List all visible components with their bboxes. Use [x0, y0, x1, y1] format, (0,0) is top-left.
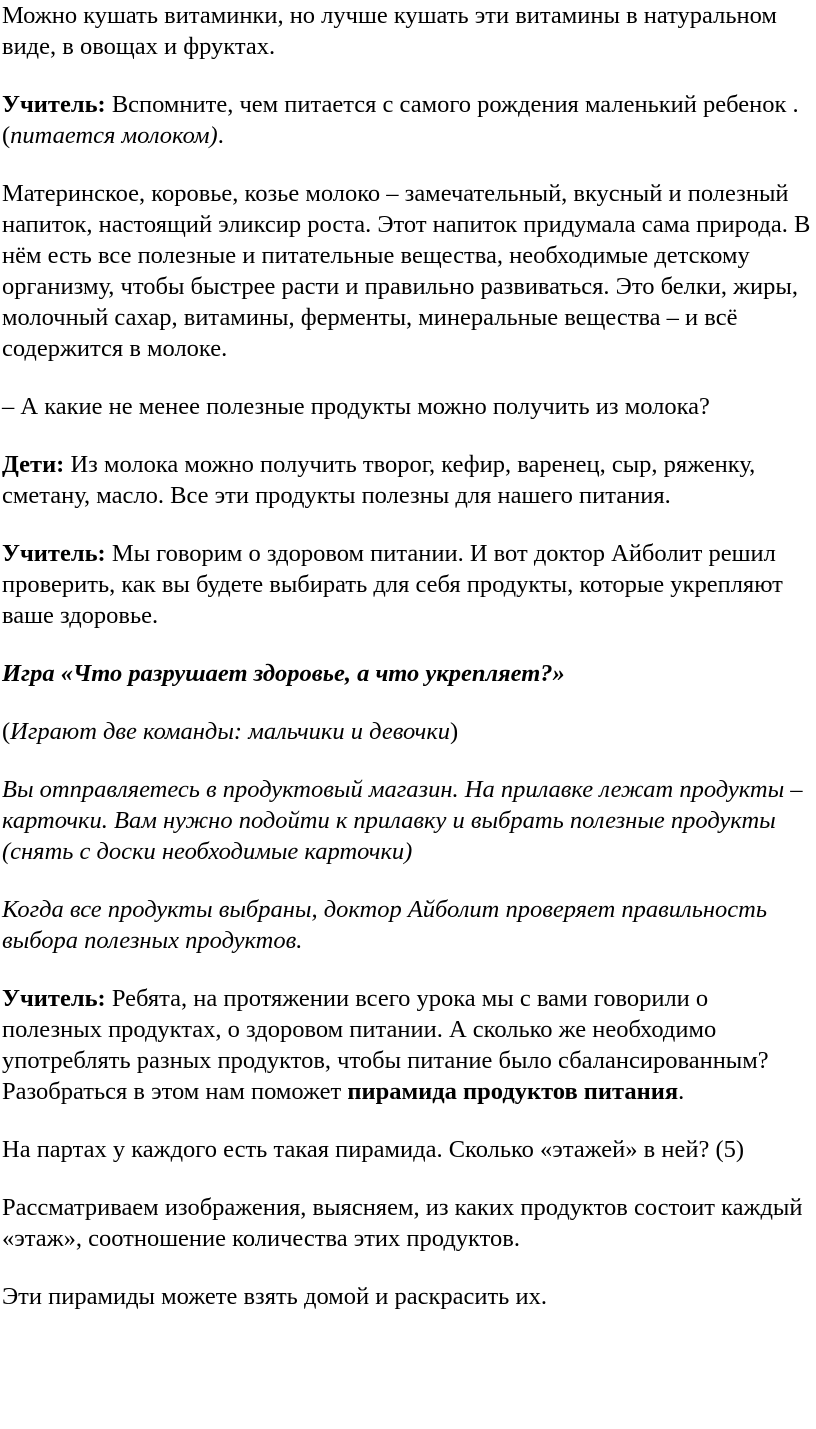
paragraph-text: Мы говорим о здоровом питании. И вот доктор Айболит решил проверить, как вы будете выбирать для себя продукты, которые укрепляют ваше здоровье. — [2, 540, 783, 629]
paragraph-milk-benefits — [2, 178, 814, 364]
paragraph-text: Вы отправляетесь в продуктовый магазин. На прилавке лежат продукты – карточки. Вам нужно подойти к прилавку и выбрать полезные продукты (снять с доски необходимые карточки) — [2, 776, 803, 865]
speaker-label: Учитель: — [2, 540, 106, 567]
speaker-label: Учитель: — [2, 985, 106, 1012]
paragraph-game-instructions — [2, 774, 814, 867]
paragraph-take-home — [2, 1281, 814, 1312]
paragraph-text: Вспомните, чем питается с самого рождения маленький ребенок . ( — [2, 91, 799, 149]
paragraph-text: Материнское, коровье, козье молоко – замечательный, вкусный и полезный напиток, настоящий эликсир роста. Этот напиток придумала сама природа. В нём есть все полезные и питательные вещества, необходимые детскому организму, чтобы быстрее расти и правильно развиваться. Это белки, жиры, молочный сахар, витамины, ферменты, минеральные вещества – и всё содержится в молоке. — [2, 180, 811, 362]
paragraph-text: Рассматриваем изображения, выясняем, из каких продуктов состоит каждый «этаж», соотношение количества этих продуктов. — [2, 1194, 803, 1252]
paragraph-milk-products-question — [2, 391, 814, 422]
paragraph-teacher-aibolit — [2, 538, 814, 631]
paragraph-text: Можно кушать витаминки, но лучше кушать эти витамины в натуральном виде, в овощах и фруктах. — [2, 2, 777, 60]
bold-term: пирамида продуктов питания — [347, 1078, 679, 1105]
paragraph-text: Эти пирамиды можете взять домой и раскрасить их. — [2, 1283, 547, 1310]
paragraph-teacher-pyramid — [2, 983, 814, 1107]
paragraph-text: – А какие не менее полезные продукты можно получить из молока? — [2, 393, 710, 420]
paragraph-teacher-question-milk — [2, 89, 814, 151]
document-page — [2, 0, 814, 1339]
speaker-label: Учитель: — [2, 91, 106, 118]
paragraph-text: Из молока можно получить творог, кефир, варенец, сыр, ряженку, сметану, масло. Все эти продукты полезны для нашего питания. — [2, 451, 756, 509]
paragraph-children-answer — [2, 449, 814, 511]
paragraph-text: Ребята, на протяжении всего урока мы с вами говорили о полезных продуктах, о здоровом питании. А сколько же необходимо употреблять разных продуктов, чтобы питание было сбалансированным? Разобраться в этом нам поможет — [2, 985, 769, 1105]
game-title — [2, 658, 814, 689]
paragraph-teams — [2, 716, 814, 747]
teams-text: Играют две команды: мальчики и девочки — [10, 718, 451, 745]
paren-open: ( — [2, 718, 11, 745]
paragraph-end: . — [678, 1078, 685, 1105]
paragraph-pyramid-study — [2, 1192, 814, 1254]
game-title-text: Игра «Что разрушает здоровье, а что укрепляет?» — [2, 660, 565, 687]
paragraph-end: . — [217, 122, 224, 149]
paragraph-pyramid-floors — [2, 1134, 814, 1165]
paragraph-text: На партах у каждого есть такая пирамида. Сколько «этажей» в ней? (5) — [2, 1136, 745, 1163]
speaker-label: Дети: — [2, 451, 65, 478]
paragraph-vitamins — [2, 0, 814, 62]
paragraph-text: Когда все продукты выбраны, доктор Айболит проверяет правильность выбора полезных продуктов. — [2, 896, 767, 954]
paren-close: ) — [450, 718, 459, 745]
italic-answer: питается молоком) — [10, 122, 218, 149]
paragraph-game-check — [2, 894, 814, 956]
